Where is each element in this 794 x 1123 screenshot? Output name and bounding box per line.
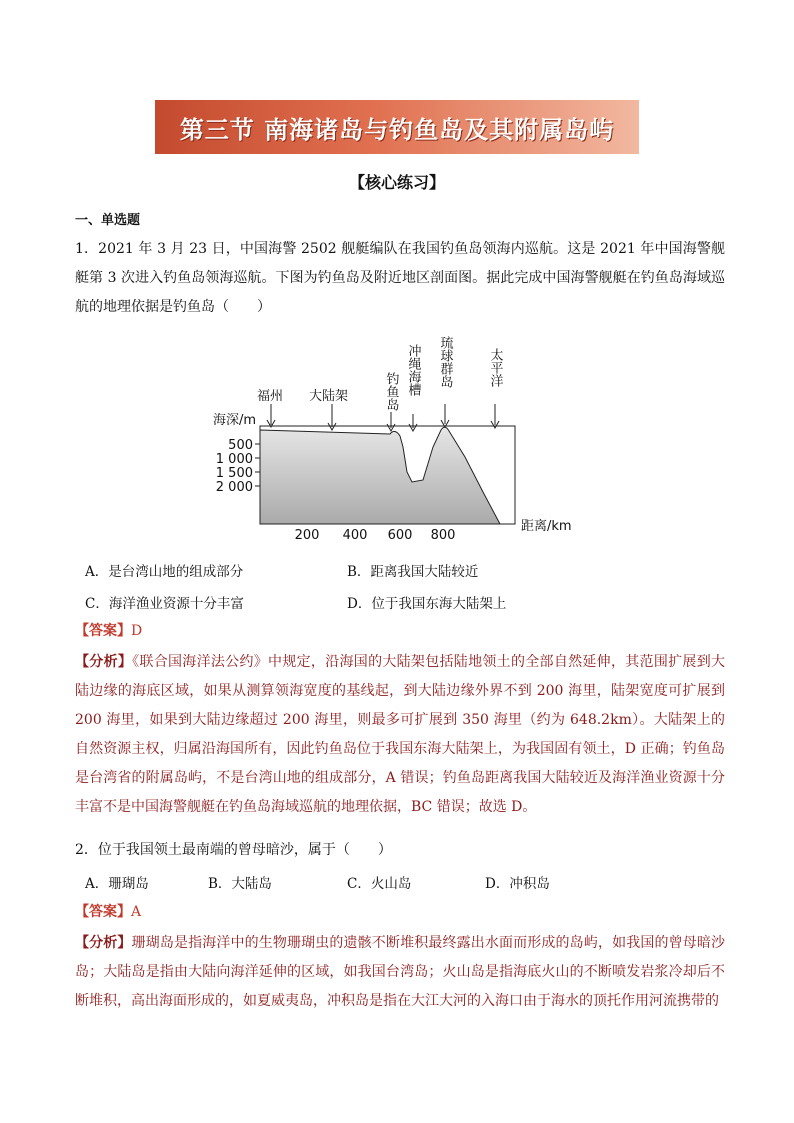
page-title: 第三节 南海诸岛与钓鱼岛及其附属岛屿 <box>179 115 615 144</box>
y-tick-label: 1 500 <box>215 466 253 481</box>
profile-figure <box>205 332 595 547</box>
q2-analysis <box>75 929 725 1016</box>
answer-value: D <box>131 623 143 639</box>
label-diaoyudao: 钓鱼岛 <box>383 372 399 411</box>
analysis-tag: 【分析】 <box>75 935 132 951</box>
label-chongsheng-haicao: 冲绳海槽 <box>405 344 421 396</box>
q2-option-a: A．珊瑚岛 <box>85 876 149 892</box>
label-dalujia: 大陆架 <box>309 389 349 404</box>
x-axis-label: 距离/km <box>521 519 572 534</box>
section-label: 【核心练习】 <box>348 173 445 192</box>
q2-answer <box>75 898 725 927</box>
y-tick-label: 2 000 <box>215 480 253 495</box>
x-tick-label: 600 <box>387 528 413 543</box>
answer-tag: 【答案】 <box>75 623 131 639</box>
analysis-text: 《联合国海洋法公约》中规定，沿海国的大陆架包括陆地领土的全部自然延伸，其范围扩展到大陆边缘的海底区域，如果从测算领海宽度的基线起，到大陆边缘外界不到 200 海里，陆架宽度可扩展到 200 海里，如果到大陆边缘超过 200 海里，则最多可扩展到 350 海里（约为 648.2km）。大陆架上的自然资源主权，归属沿海国所有，因此钓鱼岛位于我国东海大陆架上，为我国固有领土，D 正确；钓鱼岛是台湾省的附属岛屿，不是台湾山地的组成部分，A 错误；钓鱼岛距离我国大陆较近及海洋渔业资源十分丰富不是中国海警舰艇在钓鱼岛海域巡航的地理依据，BC 错误；故选 D。 <box>75 654 725 815</box>
title-banner <box>155 100 639 154</box>
y-axis-label: 海深/m <box>213 413 257 428</box>
label-taipingyang: 太平洋 <box>487 348 503 387</box>
label-liuqiu-qundao: 琉球群岛 <box>437 336 453 388</box>
q1-option-b: B．距离我国大陆较近 <box>347 564 479 580</box>
y-tick-label: 1 000 <box>215 452 253 467</box>
q1-answer <box>75 617 725 646</box>
part-heading: 一、单选题 <box>75 213 141 228</box>
x-tick-label: 800 <box>430 528 456 543</box>
q1-option-d: D．位于我国东海大陆架上 <box>347 596 507 612</box>
question-1-text: 1．2021 年 3 月 23 日，中国海警 2502 舰艇编队在我国钓鱼岛领海内巡航。这是 2021 年中国海警舰艇第 3 次进入钓鱼岛领海巡航。下图为钓鱼岛及附近地区剖面图。据此完成中国海警舰艇在钓鱼岛海域巡航的地理依据是钓鱼岛（ ） <box>75 241 725 315</box>
q1-option-a: A．是台湾山地的组成部分 <box>85 564 244 580</box>
place-labels <box>257 336 503 431</box>
analysis-tag: 【分析】 <box>75 654 133 670</box>
label-fuzhou: 福州 <box>257 389 284 404</box>
question-2-text: 2．位于我国领土最南端的曾母暗沙，属于（ ） <box>75 842 392 858</box>
x-tick-label: 400 <box>342 528 368 543</box>
answer-tag: 【答案】 <box>75 904 131 920</box>
q1-option-c: C．海洋渔业资源十分丰富 <box>85 596 244 612</box>
q2-option-c: C．火山岛 <box>347 876 412 892</box>
q2-option-b: B．大陆岛 <box>208 876 272 892</box>
sea-profile <box>260 427 500 524</box>
q1-analysis <box>75 648 725 822</box>
x-tick-label: 200 <box>294 528 320 543</box>
answer-value: A <box>131 904 142 920</box>
q2-option-d: D．冲积岛 <box>485 876 550 892</box>
y-tick-label: 500 <box>228 438 253 453</box>
y-axis <box>213 413 260 495</box>
analysis-text: 珊瑚岛是指海洋中的生物珊瑚虫的遗骸不断堆积最终露出水面而形成的岛屿，如我国的曾母暗沙岛；大陆岛是指由大陆向海洋延伸的区域，如我国台湾岛；火山岛是指海底火山的不断喷发岩浆冷却后不断堆积，高出海面形成的，如夏威夷岛，冲积岛是指在大江大河的入海口由于海水的顶托作用河流携带的 <box>75 935 726 1009</box>
